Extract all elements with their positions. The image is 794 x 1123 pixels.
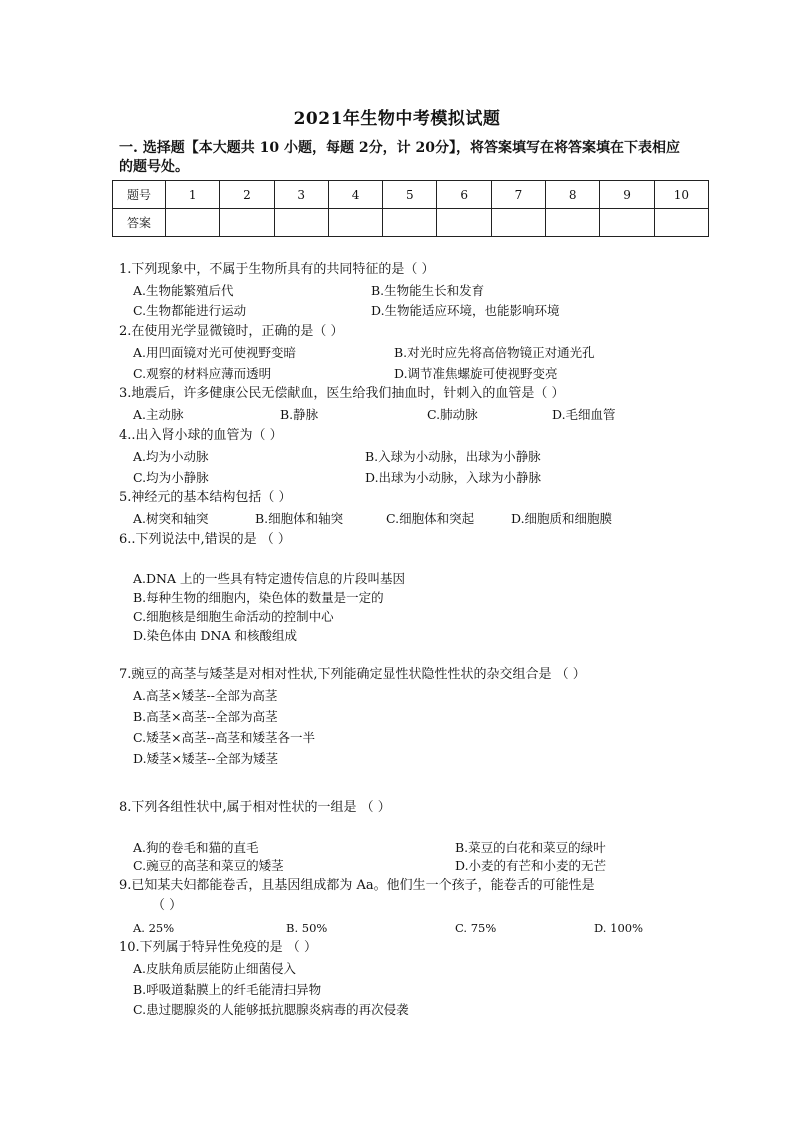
answer-cell[interactable] xyxy=(328,209,382,237)
table-number-cell: 8 xyxy=(546,181,600,209)
question-6-stem: 6..下列说法中,错误的是 （ ） xyxy=(119,532,291,547)
table-number-cell: 9 xyxy=(600,181,654,209)
question-10-option-c: C.患过腮腺炎的人能够抵抗腮腺炎病毒的再次侵袭 xyxy=(133,1002,409,1017)
answer-cell[interactable] xyxy=(437,209,491,237)
question-5-option-d: D.细胞质和细胞膜 xyxy=(511,511,613,526)
answer-cell[interactable] xyxy=(383,209,437,237)
question-10-option-a: A.皮肤角质层能防止细菌侵入 xyxy=(133,961,297,976)
question-9-stem: 9.已知某夫妇都能卷舌，且基因组成都为 Aa。他们生一个孩子，能卷舌的可能性是 xyxy=(119,878,595,893)
table-header-number: 题号 xyxy=(113,181,166,209)
answer-cell[interactable] xyxy=(274,209,328,237)
answer-cell[interactable] xyxy=(220,209,274,237)
question-8-option-b: B.菜豆的白花和菜豆的绿叶 xyxy=(455,840,606,855)
answer-cell[interactable] xyxy=(546,209,600,237)
question-5-option-b: B.细胞体和轴突 xyxy=(255,511,344,526)
answer-cell[interactable] xyxy=(654,209,708,237)
question-8-stem: 8.下列各组性状中,属于相对性状的一组是 （ ） xyxy=(119,800,391,815)
answer-table-answer-row xyxy=(113,209,709,237)
question-7-option-b: B.高茎×高茎--全部为高茎 xyxy=(133,709,278,724)
question-9-stem-continued: （ ） xyxy=(152,898,183,913)
table-number-cell: 7 xyxy=(491,181,545,209)
answer-table-number-row xyxy=(113,181,709,209)
question-3-stem: 3.地震后，许多健康公民无偿献血，医生给我们抽血时，针刺入的血管是（ ） xyxy=(119,386,565,401)
table-header-answer: 答案 xyxy=(113,209,166,237)
question-8-option-d: D.小麦的有芒和小麦的无芒 xyxy=(455,858,607,873)
question-7-option-a: A.高茎×矮茎--全部为高茎 xyxy=(133,688,278,703)
page-title: 2021年生物中考模拟试题 xyxy=(293,109,501,129)
question-6-option-a: A.DNA 上的一些具有特定遗传信息的片段叫基因 xyxy=(133,571,405,586)
question-5-option-c: C.细胞体和突起 xyxy=(386,511,475,526)
answer-cell[interactable] xyxy=(600,209,654,237)
answer-cell[interactable] xyxy=(491,209,545,237)
question-1-option-d: D.生物能适应环境，也能影响环境 xyxy=(371,303,560,318)
table-number-cell: 10 xyxy=(654,181,708,209)
section-heading: 一. 选择题【本大题共 10 小题，每题 2分，计 20分】，将答案填写在将答案填在下表相应的题号处。 xyxy=(119,140,680,175)
table-number-cell: 3 xyxy=(274,181,328,209)
answer-cell[interactable] xyxy=(166,209,220,237)
question-1-option-a: A.生物能繁殖后代 xyxy=(133,283,234,298)
question-9-option-a: A. 25% xyxy=(133,921,175,935)
question-4-option-d: D.出球为小动脉，入球为小静脉 xyxy=(365,470,542,485)
question-7-option-c: C.矮茎×高茎--高茎和矮茎各一半 xyxy=(133,730,316,745)
question-3-option-b: B.静脉 xyxy=(280,407,319,422)
question-3-option-c: C.肺动脉 xyxy=(427,407,478,422)
question-4-option-c: C.均为小静脉 xyxy=(133,470,209,485)
question-7-option-d: D.矮茎×矮茎--全部为矮茎 xyxy=(133,751,278,766)
question-2-option-c: C.观察的材料应薄而透明 xyxy=(133,366,272,381)
question-5-option-a: A.树突和轴突 xyxy=(133,511,209,526)
question-2-stem: 2.在使用光学显微镜时，正确的是（ ） xyxy=(119,324,344,339)
question-6-option-d: D.染色体由 DNA 和核酸组成 xyxy=(133,628,297,643)
table-number-cell: 6 xyxy=(437,181,491,209)
table-number-cell: 4 xyxy=(328,181,382,209)
question-3-option-d: D.毛细血管 xyxy=(552,407,616,422)
question-8-option-c: C.豌豆的高茎和菜豆的矮茎 xyxy=(133,858,284,873)
table-number-cell: 5 xyxy=(383,181,437,209)
answer-table xyxy=(112,180,709,237)
question-10-option-b: B.呼吸道黏膜上的纤毛能清扫异物 xyxy=(133,982,322,997)
question-8-option-a: A.狗的卷毛和猫的直毛 xyxy=(133,840,259,855)
question-1-stem: 1.下列现象中，不属于生物所具有的共同特征的是（ ） xyxy=(119,262,435,277)
question-2-option-b: B.对光时应先将高倍物镜正对通光孔 xyxy=(394,345,595,360)
question-10-stem: 10.下列属于特异性免疫的是 （ ） xyxy=(119,940,317,955)
question-2-option-a: A.用凹面镜对光可使视野变暗 xyxy=(133,345,297,360)
question-9-option-d: D. 100% xyxy=(594,921,643,935)
question-9-option-c: C. 75% xyxy=(455,921,497,935)
table-number-cell: 1 xyxy=(166,181,220,209)
question-1-option-c: C.生物都能进行运动 xyxy=(133,303,247,318)
question-4-stem: 4..出入肾小球的血管为（ ） xyxy=(119,428,283,443)
question-4-option-b: B.入球为小动脉，出球为小静脉 xyxy=(365,449,541,464)
question-4-option-a: A.均为小动脉 xyxy=(133,449,209,464)
question-1-option-b: B.生物能生长和发育 xyxy=(371,283,485,298)
question-5-stem: 5.神经元的基本结构包括（ ） xyxy=(119,490,292,505)
question-9-option-b: B. 50% xyxy=(286,921,328,935)
question-6-option-b: B.每种生物的细胞内，染色体的数量是一定的 xyxy=(133,590,384,605)
table-number-cell: 2 xyxy=(220,181,274,209)
question-3-option-a: A.主动脉 xyxy=(133,407,184,422)
question-2-option-d: D.调节准焦螺旋可使视野变亮 xyxy=(394,366,558,381)
question-7-stem: 7.豌豆的高茎与矮茎是对相对性状,下列能确定显性状隐性性状的杂交组合是 （ ） xyxy=(119,667,586,682)
question-6-option-c: C.细胞核是细胞生命活动的控制中心 xyxy=(133,609,334,624)
